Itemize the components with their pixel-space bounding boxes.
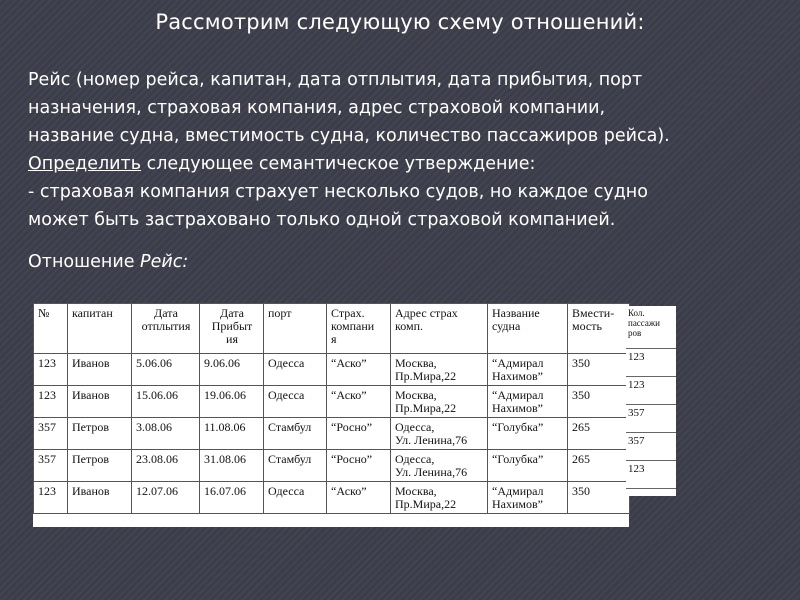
table-cell-text: 350 xyxy=(572,356,590,370)
table-cell xyxy=(488,354,568,386)
table-header-row xyxy=(34,304,630,354)
table-cell-text: 123 xyxy=(38,484,56,498)
table-cell xyxy=(68,418,132,450)
table-cell xyxy=(132,418,200,450)
table-cell-text: Иванов xyxy=(72,356,110,370)
table-cell-text: Пр.Мира,22 xyxy=(395,497,457,511)
table-cell-text: Пр.Мира,22 xyxy=(395,401,457,415)
table-cell-text: Одесса xyxy=(268,484,305,498)
table-cell xyxy=(34,450,68,482)
table-cell-text: “Росно” xyxy=(331,420,373,434)
table-cell xyxy=(391,482,488,514)
table-cell xyxy=(68,450,132,482)
passengers-row xyxy=(626,461,676,489)
passengers-header-text: пассажи xyxy=(628,318,660,328)
passengers-header-text: ров xyxy=(628,328,642,338)
table-cell-text: “Голубка” xyxy=(492,420,544,434)
table-cell xyxy=(200,450,264,482)
table-cell-text: 5.06.06 xyxy=(136,356,172,370)
table-cell xyxy=(568,354,630,386)
column-header-text: № xyxy=(38,306,50,320)
column-header xyxy=(327,304,391,354)
table-cell-text: Москва, xyxy=(395,388,437,402)
table-cell-text: Москва, xyxy=(395,484,437,498)
table-row xyxy=(34,354,630,386)
table-cell xyxy=(132,386,200,418)
table-cell-text: Иванов xyxy=(72,484,110,498)
column-header-text: порт xyxy=(268,306,292,320)
table-cell-text: Петров xyxy=(72,452,110,466)
table-cell xyxy=(488,482,568,514)
table-cell-text: Одесса, xyxy=(395,420,435,434)
table-cell-text: 11.08.06 xyxy=(204,420,246,434)
table-cell-text: 265 xyxy=(572,452,590,466)
table-row xyxy=(34,450,630,482)
body-line-define xyxy=(28,150,788,178)
table-cell-text: 15.06.06 xyxy=(136,388,178,402)
table-cell-text: “Аско” xyxy=(331,356,367,370)
table-cell-text: Стамбул xyxy=(268,452,312,466)
table-cell-text: Одесса xyxy=(268,356,305,370)
body-line: - страховая компания страхует несколько судов, но каждое судно xyxy=(28,182,648,202)
table-cell xyxy=(391,354,488,386)
table-row xyxy=(34,386,630,418)
table-cell-text: 357 xyxy=(38,420,56,434)
table-cell xyxy=(34,418,68,450)
column-header-text: комп. xyxy=(395,319,424,333)
table-cell xyxy=(568,482,630,514)
table-cell xyxy=(264,418,327,450)
passengers-value: 123 xyxy=(626,349,676,377)
table-cell xyxy=(264,482,327,514)
table-cell xyxy=(200,418,264,450)
body-line: название судна, вместимость судна, количество пассажиров рейса). xyxy=(28,126,670,146)
table-cell xyxy=(327,418,391,450)
table-cell xyxy=(391,386,488,418)
column-header-text: судна xyxy=(492,319,521,333)
relation-table xyxy=(33,303,630,514)
passengers-value: 123 xyxy=(626,461,676,489)
passengers-row xyxy=(626,405,676,433)
passengers-header xyxy=(626,306,676,349)
table-cell xyxy=(200,386,264,418)
table-cell xyxy=(568,418,630,450)
table-cell xyxy=(200,354,264,386)
passengers-row xyxy=(626,433,676,461)
table-cell xyxy=(327,354,391,386)
relation-name: Рейс: xyxy=(140,252,189,272)
table-cell-text: 123 xyxy=(38,356,56,370)
table-cell-text: Одесса xyxy=(268,388,305,402)
table-cell-text: Москва, xyxy=(395,356,437,370)
table-cell-text: Ул. Ленина,76 xyxy=(395,433,468,447)
table-cell xyxy=(488,450,568,482)
passengers-column-image xyxy=(626,306,676,496)
table-cell-text: 265 xyxy=(572,420,590,434)
table-cell-text: “Аско” xyxy=(331,388,367,402)
body-line: назначения, страховая компания, адрес страховой компании, xyxy=(28,98,606,118)
table-cell xyxy=(391,450,488,482)
passengers-row xyxy=(626,349,676,377)
table-cell xyxy=(34,354,68,386)
column-header-text: компани xyxy=(331,319,375,333)
table-cell-text: “Адмирал xyxy=(492,356,544,370)
passengers-row xyxy=(626,377,676,405)
define-keyword: Определить xyxy=(28,154,142,174)
table-cell-text: Петров xyxy=(72,420,110,434)
column-header-text: Страх. xyxy=(331,306,365,320)
table-cell xyxy=(327,450,391,482)
column-header-text: Дата xyxy=(154,306,178,320)
table-cell-text: Нахимов” xyxy=(492,401,543,415)
column-header xyxy=(132,304,200,354)
passengers-header-text: Кол. xyxy=(628,308,645,318)
table-cell xyxy=(132,354,200,386)
table-cell-text: Нахимов” xyxy=(492,497,543,511)
table-cell xyxy=(264,386,327,418)
table-cell xyxy=(568,386,630,418)
table-cell-text: Стамбул xyxy=(268,420,312,434)
table-cell xyxy=(391,418,488,450)
column-header-text: отплытия xyxy=(141,319,191,333)
table-cell-text: “Аско” xyxy=(331,484,367,498)
column-header xyxy=(391,304,488,354)
passengers-value: 357 xyxy=(626,405,676,433)
table-cell-text: 31.08.06 xyxy=(204,452,246,466)
column-header-text: я xyxy=(331,332,337,346)
relation-label xyxy=(28,252,188,272)
relation-table-image xyxy=(33,303,629,527)
table-cell xyxy=(132,450,200,482)
table-cell xyxy=(488,386,568,418)
passengers-table xyxy=(626,306,676,489)
column-header-text: Прибыт xyxy=(211,319,253,333)
table-cell-text: 3.08.06 xyxy=(136,420,172,434)
table-cell-text: “Голубка” xyxy=(492,452,544,466)
column-header-text: Адрес страх xyxy=(395,306,458,320)
table-cell xyxy=(132,482,200,514)
table-cell-text: Иванов xyxy=(72,388,110,402)
table-cell xyxy=(264,354,327,386)
table-cell-text: 357 xyxy=(38,452,56,466)
table-cell-text: “Адмирал xyxy=(492,484,544,498)
table-cell xyxy=(68,354,132,386)
column-header xyxy=(488,304,568,354)
column-header xyxy=(200,304,264,354)
column-header-text: капитан xyxy=(72,306,113,320)
column-header xyxy=(568,304,630,354)
column-header xyxy=(68,304,132,354)
table-cell xyxy=(34,386,68,418)
body-line: может быть застраховано только одной страховой компанией. xyxy=(28,210,616,230)
table-cell-text: 23.08.06 xyxy=(136,452,178,466)
slide-body xyxy=(28,66,788,234)
column-header-text: ия xyxy=(226,332,238,346)
define-rest: следующее семантическое утверждение: xyxy=(141,154,536,174)
relation-prefix: Отношение xyxy=(28,252,141,272)
column-header xyxy=(264,304,327,354)
column-header-text: Вмести- xyxy=(572,306,615,320)
column-header-text: мость xyxy=(572,319,602,333)
table-row xyxy=(34,482,630,514)
table-cell xyxy=(68,386,132,418)
column-header xyxy=(34,304,68,354)
table-cell-text: 12.07.06 xyxy=(136,484,178,498)
table-cell xyxy=(327,386,391,418)
table-cell-text: 350 xyxy=(572,388,590,402)
table-cell-text: 16.07.06 xyxy=(204,484,246,498)
table-cell xyxy=(488,418,568,450)
table-body xyxy=(34,354,630,514)
slide-title: Рассмотрим следующую схему отношений: xyxy=(155,10,645,34)
table-cell xyxy=(327,482,391,514)
table-cell-text: Одесса, xyxy=(395,452,435,466)
table-cell xyxy=(34,482,68,514)
table-cell xyxy=(200,482,264,514)
table-cell-text: 350 xyxy=(572,484,590,498)
table-cell-text: “Росно” xyxy=(331,452,373,466)
body-line: Рейс (номер рейса, капитан, дата отплытия, дата прибытия, порт xyxy=(28,70,643,90)
passengers-value: 357 xyxy=(626,433,676,461)
passengers-body xyxy=(626,349,676,489)
table-cell xyxy=(264,450,327,482)
table-cell-text: 9.06.06 xyxy=(204,356,240,370)
table-cell xyxy=(68,482,132,514)
table-cell-text: Пр.Мира,22 xyxy=(395,369,457,383)
table-cell-text: Нахимов” xyxy=(492,369,543,383)
table-cell-text: Ул. Ленина,76 xyxy=(395,465,468,479)
table-cell-text: “Адмирал xyxy=(492,388,544,402)
table-row xyxy=(34,418,630,450)
column-header-text: Дата xyxy=(220,306,244,320)
passengers-value: 123 xyxy=(626,377,676,405)
table-cell-text: 123 xyxy=(38,388,56,402)
table-cell xyxy=(568,450,630,482)
column-header-text: Название xyxy=(492,306,540,320)
table-cell-text: 19.06.06 xyxy=(204,388,246,402)
